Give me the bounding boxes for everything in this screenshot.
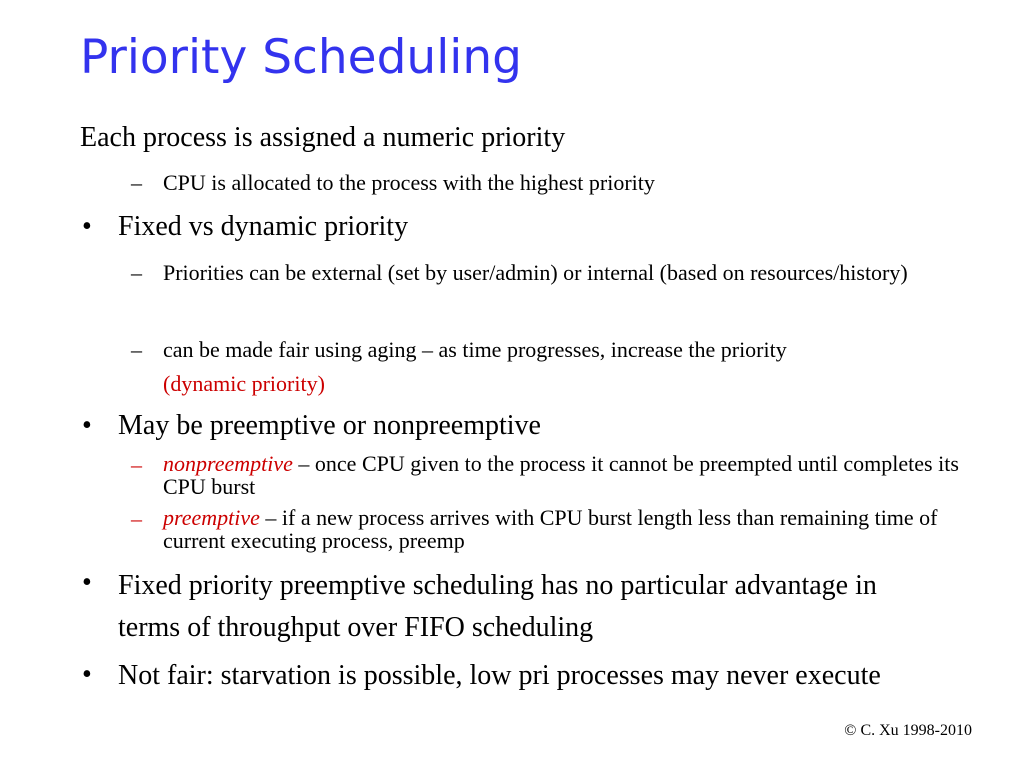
dash-marker: –	[131, 170, 142, 195]
dash-marker: –	[131, 506, 142, 531]
preemptive-description: – if a new process arrives with CPU burst length less than remaining time of current executing process, preemp	[163, 505, 938, 553]
bullet-2-sub-2	[163, 506, 1003, 552]
dash-marker: –	[131, 452, 142, 477]
bullet-3-text: Fixed priority preemptive scheduling has no particular advantage in terms of throughput over FIFO scheduling	[118, 570, 877, 643]
bullet-2-sub-1	[163, 452, 1003, 498]
bullet-1-sub-2-text: can be made fair using aging – as time progresses, increase the priority	[163, 337, 787, 362]
bullet-marker: •	[82, 410, 92, 441]
nonpreemptive-description: – once CPU given to the process it cannot be preempted until completes its CPU burst	[163, 451, 959, 499]
bullet-2-text: May be preemptive or nonpreemptive	[118, 410, 541, 441]
preemptive-term: preemptive	[163, 505, 260, 530]
bullet-1-text: Fixed vs dynamic priority	[118, 211, 409, 242]
bullet-marker: •	[82, 211, 92, 242]
dash-marker: –	[131, 260, 142, 285]
nonpreemptive-term: nonpreemptive	[163, 451, 293, 476]
dash-marker: –	[131, 337, 142, 362]
slide-title: Priority Scheduling	[80, 30, 522, 85]
dynamic-priority-note: (dynamic priority)	[163, 371, 325, 396]
copyright-footer: © C. Xu 1998-2010	[844, 722, 972, 739]
bullet-1-sub-2	[163, 333, 993, 401]
intro-text: Each process is assigned a numeric priority	[80, 122, 566, 153]
bullet-marker: •	[82, 567, 92, 598]
bullet-marker: •	[82, 659, 92, 690]
bullet-4-text: Not fair: starvation is possible, low pri processes may never execute	[118, 660, 881, 691]
intro-sub-text: CPU is allocated to the process with the highest priority	[163, 170, 655, 195]
bullet-1-sub-1: Priorities can be external (set by user/admin) or internal (based on resources/history)	[163, 260, 908, 285]
